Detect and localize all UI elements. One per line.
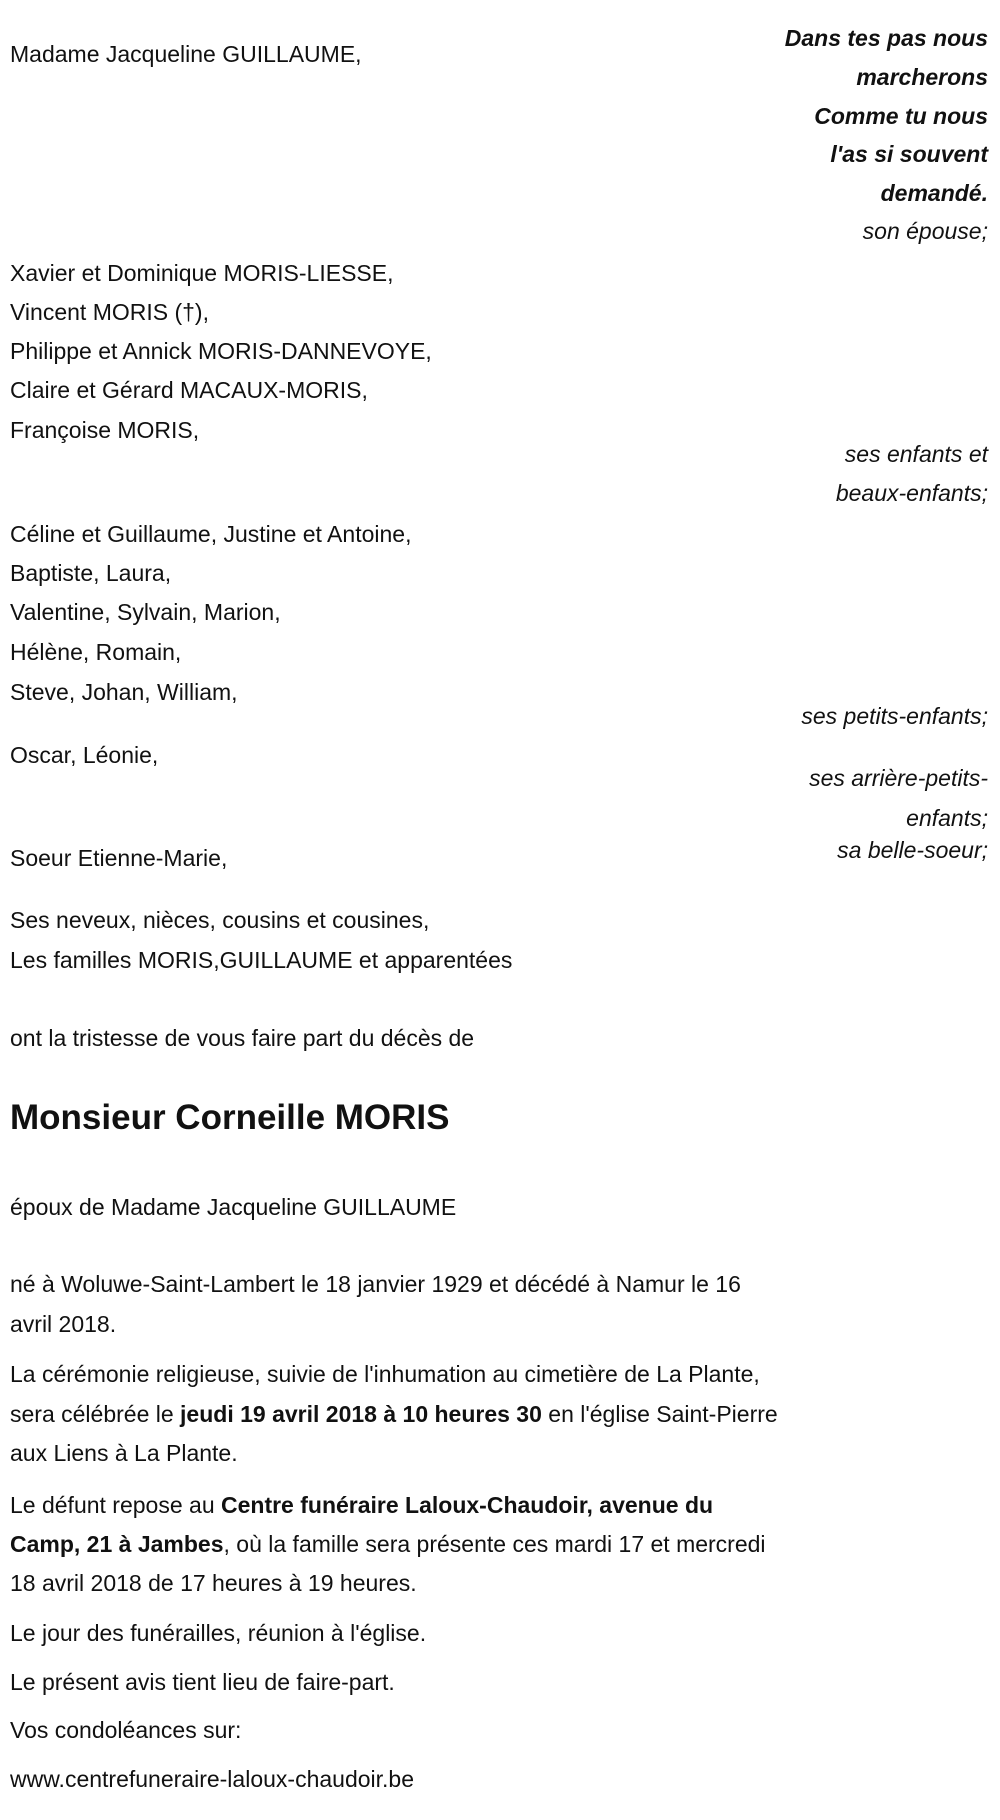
- great-grandchildren-role: enfants;: [906, 805, 988, 831]
- rest-line: [10, 1486, 713, 1525]
- child-name: Vincent MORIS (†),: [10, 299, 209, 325]
- spouse-line: époux de Madame Jacqueline GUILLAUME: [10, 1194, 457, 1220]
- deceased-name: Monsieur Corneille MORIS: [10, 1098, 450, 1137]
- ceremony-text: en l'église Saint-Pierre: [541, 1401, 778, 1427]
- funeral-day: Le jour des funérailles, réunion à l'église.: [10, 1620, 427, 1646]
- rest-location: Camp, 21 à Jambes: [10, 1531, 224, 1557]
- rest-location: Centre funéraire Laloux-Chaudoir, avenue du: [221, 1492, 714, 1518]
- others-line: Ses neveux, nièces, cousins et cousines,: [10, 907, 430, 933]
- ceremony-datetime: jeudi 19 avril 2018 à 10 heures 30: [180, 1401, 542, 1427]
- child-name: Xavier et Dominique MORIS-LIESSE,: [10, 260, 394, 286]
- sister-in-law-name: Soeur Etienne-Marie,: [10, 845, 228, 871]
- poem-line: Dans tes pas nous: [784, 25, 988, 51]
- sister-in-law-role: sa belle-soeur;: [837, 837, 988, 863]
- child-name: Philippe et Annick MORIS-DANNEVOYE,: [10, 338, 432, 364]
- children-role: beaux-enfants;: [835, 480, 988, 506]
- grandchild-names: Steve, Johan, William,: [10, 679, 238, 705]
- ceremony-line: La cérémonie religieuse, suivie de l'inhumation au cimetière de La Plante,: [10, 1361, 760, 1387]
- grandchild-names: Valentine, Sylvain, Marion,: [10, 599, 281, 625]
- condolences-label: Vos condoléances sur:: [10, 1717, 242, 1743]
- poem-line: demandé.: [880, 180, 988, 206]
- ceremony-line: [10, 1395, 778, 1434]
- rest-text: , où la famille sera présente ces mardi 17 et mercredi: [223, 1531, 766, 1557]
- rest-text: Le défunt repose au: [10, 1492, 221, 1518]
- rest-line: [10, 1525, 766, 1564]
- grandchildren-role: ses petits-enfants;: [801, 703, 988, 729]
- children-role: ses enfants et: [844, 441, 988, 467]
- ceremony-text: sera célébrée le: [10, 1401, 181, 1427]
- poem-line: l'as si souvent: [830, 141, 988, 167]
- child-name: Claire et Gérard MACAUX-MORIS,: [10, 377, 368, 403]
- others-line: Les familles MORIS,GUILLAUME et apparentées: [10, 947, 513, 973]
- great-grandchild-names: Oscar, Léonie,: [10, 742, 159, 768]
- birth-line: né à Woluwe-Saint-Lambert le 18 janvier 1929 et décédé à Namur le 16: [10, 1271, 741, 1297]
- child-name: Françoise MORIS,: [10, 417, 200, 443]
- widow-role: son épouse;: [862, 218, 988, 244]
- great-grandchildren-role: ses arrière-petits-: [809, 765, 988, 791]
- poem-line: Comme tu nous: [814, 103, 988, 129]
- widow-name: Madame Jacqueline GUILLAUME,: [10, 41, 362, 67]
- ceremony-line: aux Liens à La Plante.: [10, 1440, 238, 1466]
- announcement: ont la tristesse de vous faire part du décès de: [10, 1025, 475, 1051]
- rest-line: 18 avril 2018 de 17 heures à 19 heures.: [10, 1570, 417, 1596]
- grandchild-names: Baptiste, Laura,: [10, 560, 172, 586]
- birth-line: avril 2018.: [10, 1311, 117, 1337]
- website-link[interactable]: www.centrefuneraire-laloux-chaudoir.be: [10, 1766, 414, 1792]
- notice: Le présent avis tient lieu de faire-part.: [10, 1669, 395, 1695]
- grandchild-names: Hélène, Romain,: [10, 639, 182, 665]
- grandchild-names: Céline et Guillaume, Justine et Antoine,: [10, 521, 412, 547]
- poem-line: marcherons: [856, 64, 988, 90]
